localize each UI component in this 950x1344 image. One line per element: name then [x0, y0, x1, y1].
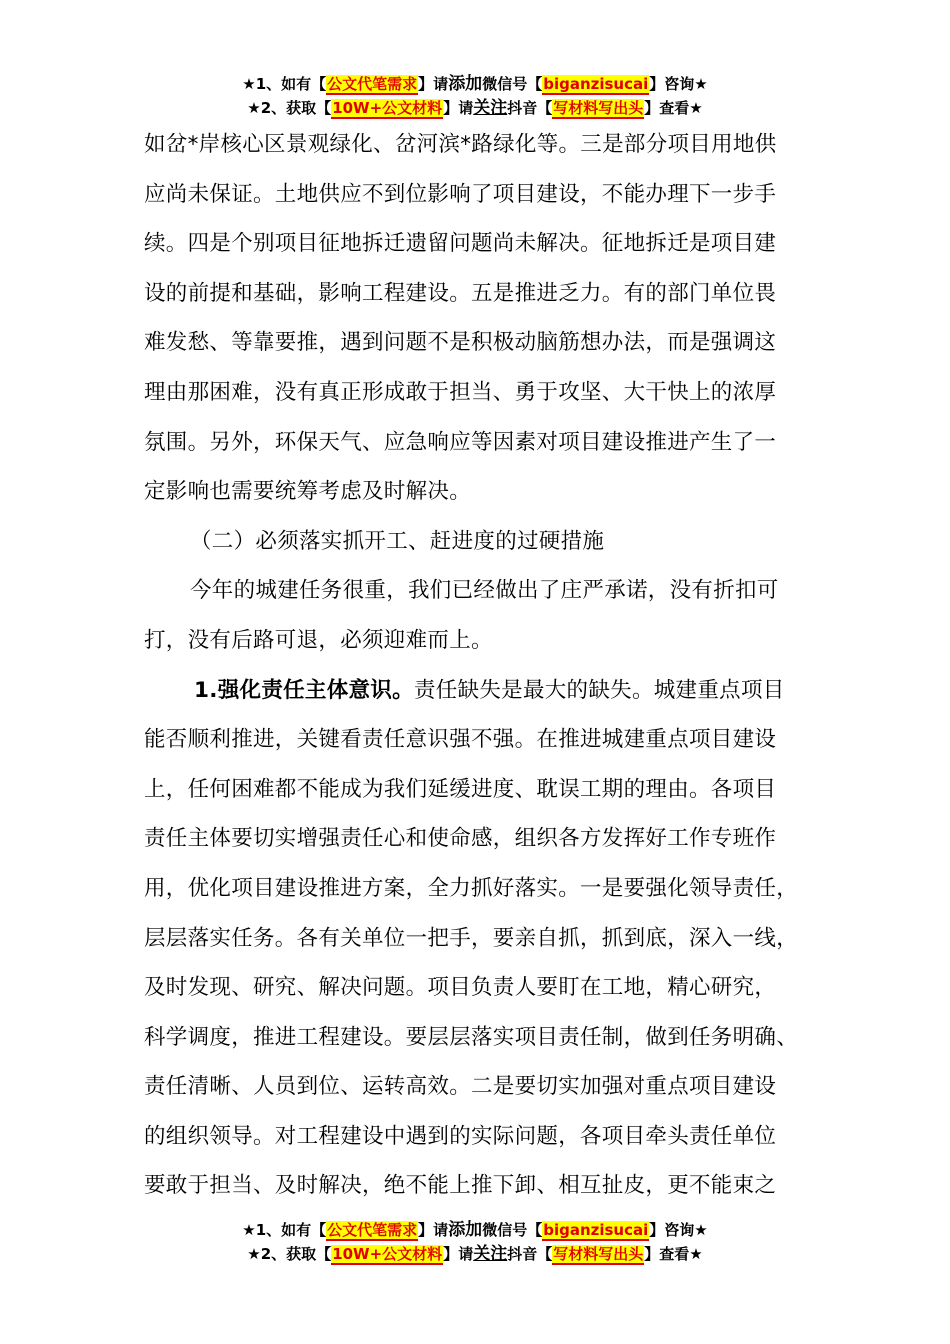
banner-line-2 — [0, 96, 950, 120]
body-line: 科学调度，推进工程建设。要层层落实项目责任制，做到任务明确、 — [144, 1024, 799, 1050]
highlight-wechat-id: biganzisucai — [543, 75, 649, 93]
body-line: 上，任何困难都不能成为我们延缓进度、耽误工期的理由。各项目 — [144, 776, 777, 802]
banner-text: 抖音【 — [507, 99, 553, 117]
body-line: 今年的城建任务很重，我们已经做出了庄严承诺，没有折扣可 — [190, 578, 779, 604]
highlight-service: 公文代笔需求 — [327, 75, 418, 93]
section-heading: （二）必须落实抓开工、赶进度的过硬措施 — [190, 528, 605, 554]
highlight-materials: 10W+公文材料 — [332, 1245, 443, 1263]
body-line: 责任主体要切实增强责任心和使命感，组织各方发挥好工作专班作 — [144, 826, 777, 852]
banner-text: ★1、如有【 — [242, 75, 327, 93]
banner-text: 】请 — [443, 99, 474, 117]
footer-banner — [0, 1218, 950, 1266]
banner-emphasis: 关注 — [473, 98, 508, 118]
banner-text: 】请 — [418, 75, 449, 93]
body-line: 设的前提和基础，影响工程建设。五是推进乏力。有的部门单位畏 — [144, 280, 777, 306]
body-line: 及时发现、研究、解决问题。项目负责人要盯在工地，精心研究， — [144, 975, 777, 1001]
body-text: 责任缺失是最大的缺失。城建重点项目 — [413, 677, 785, 703]
banner-text: ★1、如有【 — [242, 1221, 327, 1239]
body-line: 要敢于担当、及时解决，绝不能上推下卸、相互扯皮，更不能束之 — [144, 1173, 777, 1199]
banner-text: 抖音【 — [507, 1245, 553, 1263]
banner-text: 微信号【 — [482, 75, 543, 93]
banner-text: 】咨询★ — [649, 75, 708, 93]
body-line: 应尚未保证。土地供应不到位影响了项目建设，不能办理下一步手 — [144, 181, 777, 207]
point-1-first-line — [144, 666, 816, 716]
banner-text: 】请 — [418, 1221, 449, 1239]
banner-text: ★2、获取【 — [247, 1245, 332, 1263]
banner-text: 微信号【 — [482, 1221, 543, 1239]
highlight-douyin: 写材料写出头 — [553, 1245, 644, 1263]
highlight-douyin: 写材料写出头 — [553, 99, 644, 117]
banner-emphasis: 添加 — [448, 1220, 483, 1240]
highlight-service: 公文代笔需求 — [327, 1221, 418, 1239]
banner-line-1 — [0, 72, 950, 96]
banner-emphasis: 添加 — [448, 74, 483, 94]
body-line: 难发愁、等靠要推，遇到问题不是积极动脑筋想办法，而是强调这 — [144, 330, 777, 356]
body-line: 层层落实任务。各有关单位一把手，要亲自抓，抓到底，深入一线， — [144, 925, 799, 951]
body-line: 定影响也需要统筹考虑及时解决。 — [144, 479, 472, 505]
header-banner — [0, 72, 950, 120]
highlight-wechat-id: biganzisucai — [543, 1221, 649, 1239]
banner-emphasis: 关注 — [473, 1244, 508, 1264]
highlight-materials: 10W+公文材料 — [332, 99, 443, 117]
body-line: 如岔*岸核心区景观绿化、岔河滨*路绿化等。三是部分项目用地供 — [144, 132, 777, 157]
banner-text: 】查看★ — [644, 99, 703, 117]
banner-line-1 — [0, 1218, 950, 1242]
body-line: 续。四是个别项目征地拆迁遗留问题尚未解决。征地拆迁是项目建 — [144, 231, 777, 257]
banner-text: 】请 — [443, 1245, 474, 1263]
document-body — [144, 120, 816, 1211]
body-line: 的组织领导。对工程建设中遇到的实际问题，各项目牵头责任单位 — [144, 1123, 777, 1149]
banner-text: ★2、获取【 — [247, 99, 332, 117]
point-1-title: 1.强化责任主体意识。 — [194, 677, 414, 703]
body-line: 能否顺利推进，关键看责任意识强不强。在推进城建重点项目建设 — [144, 727, 777, 753]
body-line: 氛围。另外，环保天气、应急响应等因素对项目建设推进产生了一 — [144, 429, 777, 455]
banner-line-2 — [0, 1242, 950, 1266]
banner-text: 】咨询★ — [649, 1221, 708, 1239]
body-line: 理由那困难，没有真正形成敢于担当、勇于攻坚、大干快上的浓厚 — [144, 379, 777, 405]
banner-text: 】查看★ — [644, 1245, 703, 1263]
body-line: 责任清晰、人员到位、运转高效。二是要切实加强对重点项目建设 — [144, 1074, 777, 1100]
body-line: 用，优化项目建设推进方案，全力抓好落实。一是要强化领导责任， — [144, 875, 799, 901]
body-line: 打，没有后路可退，必须迎难而上。 — [144, 627, 493, 653]
